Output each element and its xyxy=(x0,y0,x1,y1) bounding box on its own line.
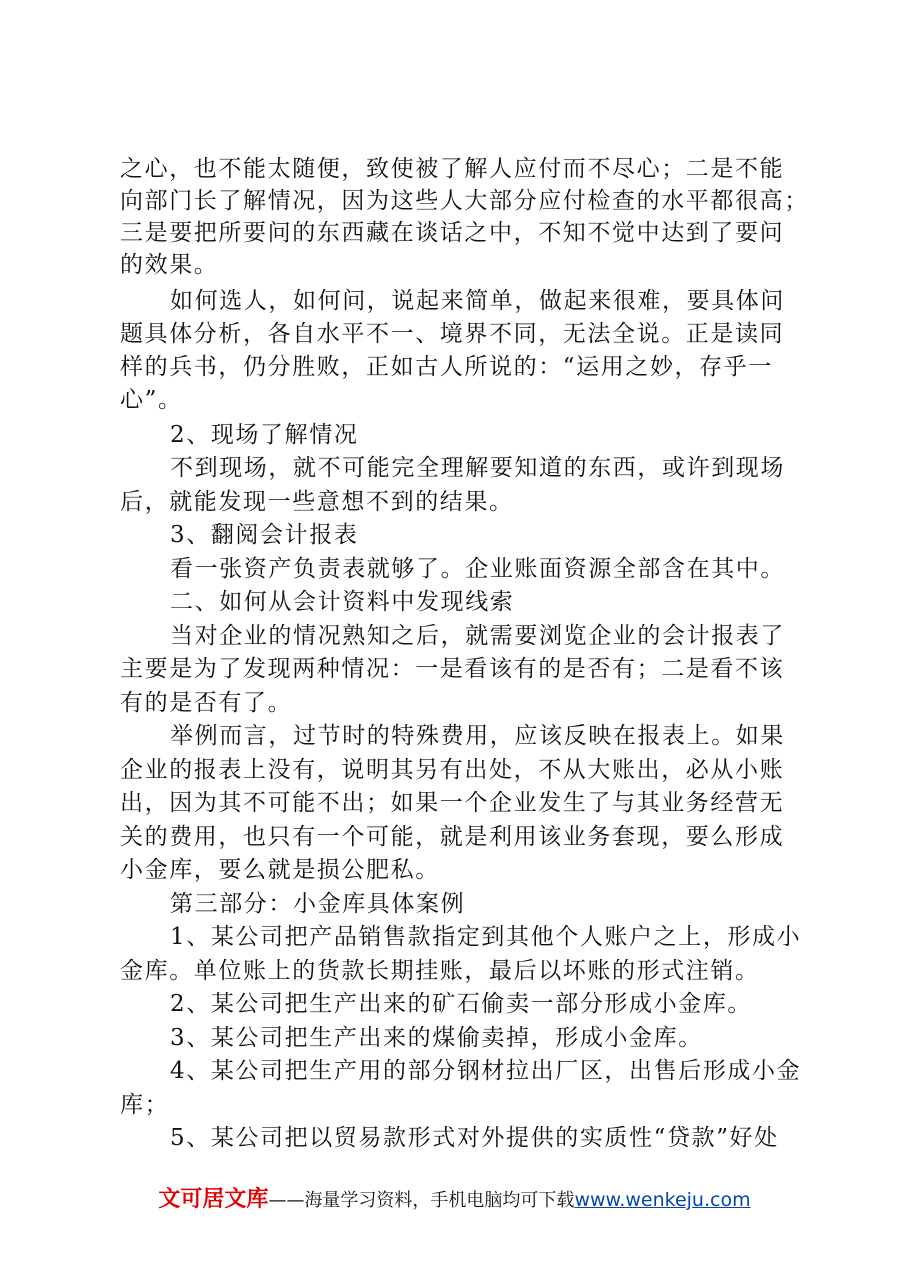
footer-banner xyxy=(0,1182,909,1212)
text-line: 举例而言，过节时的特殊费用，应该反映在报表上。如果 xyxy=(170,723,785,749)
section-heading: 第三部分：小金库具体案例 xyxy=(170,891,466,917)
text-line: 3、某公司把生产出来的煤偷卖掉，形成小金库。 xyxy=(170,1025,703,1051)
text-line: 如何选人，如何问，说起来简单，做起来很难，要具体问 xyxy=(170,288,785,314)
text-line: 向部门长了解情况，因为这些人大部分应付检查的水平都很高； xyxy=(120,188,809,214)
text-line: 题具体分析，各自水平不一、境界不同，无法全说。正是读同 xyxy=(120,321,785,347)
text-line: 小金库，要么就是损公肥私。 xyxy=(120,857,440,883)
text-line: 库； xyxy=(120,1092,170,1118)
text-line: 主要是为了发现两种情况：一是看该有的是否有；二是看不该 xyxy=(120,656,785,682)
text-line: 出，因为其不可能不出；如果一个企业发生了与其业务经营无 xyxy=(120,790,785,816)
text-line: 5、某公司把以贸易款形式对外提供的实质性“贷款”好处 xyxy=(170,1125,779,1151)
text-line: 心”。 xyxy=(120,387,183,413)
text-line: 之心，也不能太随便，致使被了解人应付而不尽心；二是不能 xyxy=(120,156,785,182)
text-line: 4、某公司把生产用的部分钢材拉出厂区，出售后形成小金 xyxy=(170,1058,802,1084)
footer-tagline: ——海量学习资料，手机电脑均可下载 xyxy=(268,1190,575,1211)
text-line: 三是要把所要问的东西藏在谈话之中，不知不觉中达到了要问 xyxy=(120,220,785,246)
text-line: 后，就能发现一些意想不到的结果。 xyxy=(120,489,514,515)
text-line: 2、某公司把生产出来的矿石偷卖一部分形成小金库。 xyxy=(170,991,753,1017)
text-line: 有的是否有了。 xyxy=(120,690,293,716)
text-line: 1、某公司把产品销售款指定到其他个人账户之上，形成小 xyxy=(170,924,802,950)
brand-name: 文可居文库 xyxy=(158,1187,269,1212)
text-line: 关的费用，也只有一个可能，就是利用该业务套现，要么形成 xyxy=(120,824,785,850)
section-heading: 3、翻阅会计报表 xyxy=(170,522,359,548)
text-line: 的效果。 xyxy=(120,252,219,278)
text-line: 当对企业的情况熟知之后，就需要浏览企业的会计报表了 xyxy=(170,623,785,649)
text-line: 不到现场，就不可能完全理解要知道的东西，或许到现场 xyxy=(170,455,785,481)
text-line: 样的兵书，仍分胜败，正如古人所说的：“运用之妙，存乎一 xyxy=(120,354,773,380)
text-line: 看一张资产负责表就够了。企业账面资源全部含在其中。 xyxy=(170,556,785,582)
section-heading: 二、如何从会计资料中发现线索 xyxy=(170,589,515,615)
website-link[interactable]: www.wenkeju.com xyxy=(574,1189,751,1211)
text-line: 企业的报表上没有，说明其另有出处，不从大账出，必从小账 xyxy=(120,757,785,783)
section-heading: 2、现场了解情况 xyxy=(170,422,359,448)
text-line: 金库。单位账上的货款长期挂账，最后以坏账的形式注销。 xyxy=(120,958,760,984)
